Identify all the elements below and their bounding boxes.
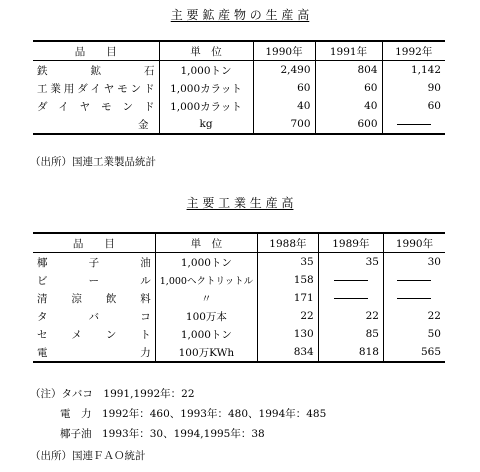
value-cell: 50 xyxy=(383,325,445,343)
table-row xyxy=(33,307,445,325)
value-cell: 1,142 xyxy=(382,61,445,80)
no-data-dash xyxy=(383,271,445,289)
value-cell: 22 xyxy=(383,307,445,325)
unit-cell: 1,000トン xyxy=(159,61,253,80)
value-cell: 35 xyxy=(318,253,383,272)
value-cell: 158 xyxy=(258,271,319,289)
value-cell: 85 xyxy=(318,325,383,343)
unit-cell: 1,000トン xyxy=(155,325,257,343)
header-item: 品 目 xyxy=(33,233,155,253)
item-cell: ビ ー ル xyxy=(37,274,151,287)
value-cell: 700 xyxy=(253,115,315,134)
mineral-production-table xyxy=(33,40,445,135)
value-cell: 600 xyxy=(315,115,382,134)
value-cell: 818 xyxy=(318,343,383,362)
unit-cell: 100万KWh xyxy=(155,343,257,362)
item-cell: 椰 子 油 xyxy=(37,256,151,269)
table-row xyxy=(33,343,445,362)
table1-title: 主 要 鉱 産 物 の 生 産 高 xyxy=(170,8,310,22)
value-cell: 171 xyxy=(258,289,319,307)
unit-cell: 1,000カラット xyxy=(159,97,253,115)
value-cell: 2,490 xyxy=(253,61,315,80)
value-cell: 60 xyxy=(253,79,315,97)
value-cell: 35 xyxy=(258,253,319,272)
table2-source: （出所）国連ＦＡＯ統計 xyxy=(30,450,146,462)
note-electricity: 電 力 1992年：460、1993年：480、1994年：485 xyxy=(60,408,327,420)
value-cell: 22 xyxy=(318,307,383,325)
table-row xyxy=(33,253,445,272)
table-row xyxy=(33,271,445,289)
no-data-dash xyxy=(318,271,383,289)
header-unit: 単 位 xyxy=(159,41,253,61)
unit-cell: kg xyxy=(159,115,253,134)
value-cell: 40 xyxy=(253,97,315,115)
item-cell: ダイヤモンド xyxy=(37,100,155,113)
table-row xyxy=(33,289,445,307)
note-tobacco: （注）タバコ 1991,1992年：22 xyxy=(30,388,195,400)
no-data-dash xyxy=(382,115,445,134)
value-cell: 30 xyxy=(383,253,445,272)
header-year: 1990年 xyxy=(383,233,445,253)
item-cell: タ バ コ xyxy=(37,310,151,323)
item-cell: 工業用ダイヤモンド xyxy=(37,82,155,95)
header-year: 1988年 xyxy=(258,233,319,253)
header-year: 1990年 xyxy=(253,41,315,61)
table2-title: 主 要 工 業 生 産 高 xyxy=(186,196,294,210)
unit-cell: 1,000ヘクトリットル xyxy=(155,271,257,289)
item-cell: 鉄 鉱 石 xyxy=(37,64,155,77)
item-cell: 清 涼 飲 料 xyxy=(37,292,151,305)
unit-cell: 100万本 xyxy=(155,307,257,325)
value-cell: 60 xyxy=(382,97,445,115)
item-cell: 金 xyxy=(138,118,149,131)
table-row xyxy=(33,79,445,97)
header-year: 1991年 xyxy=(315,41,382,61)
value-cell: 834 xyxy=(258,343,319,362)
no-data-dash xyxy=(383,289,445,307)
unit-cell: 〃 xyxy=(155,289,257,307)
value-cell: 40 xyxy=(315,97,382,115)
value-cell: 130 xyxy=(258,325,319,343)
header-year: 1992年 xyxy=(382,41,445,61)
unit-cell: 1,000トン xyxy=(155,253,257,272)
table-row xyxy=(33,325,445,343)
unit-cell: 1,000カラット xyxy=(159,79,253,97)
value-cell: 22 xyxy=(258,307,319,325)
table-row xyxy=(33,115,445,134)
item-cell: 電 力 xyxy=(37,346,151,359)
value-cell: 90 xyxy=(382,79,445,97)
table-header-row xyxy=(33,41,445,61)
table-header-row xyxy=(33,233,445,253)
value-cell: 565 xyxy=(383,343,445,362)
item-cell: セ メ ン ト xyxy=(37,328,151,341)
table-row xyxy=(33,97,445,115)
header-year: 1989年 xyxy=(318,233,383,253)
value-cell: 60 xyxy=(315,79,382,97)
table-row xyxy=(33,61,445,80)
note-coconut-oil: 椰子油 1993年：30、1994,1995年：38 xyxy=(60,428,265,440)
header-item: 品 目 xyxy=(33,41,159,61)
value-cell: 804 xyxy=(315,61,382,80)
no-data-dash xyxy=(318,289,383,307)
table1-source: （出所）国連工業製品統計 xyxy=(30,156,156,168)
industrial-production-table xyxy=(33,232,445,363)
header-unit: 単 位 xyxy=(155,233,257,253)
